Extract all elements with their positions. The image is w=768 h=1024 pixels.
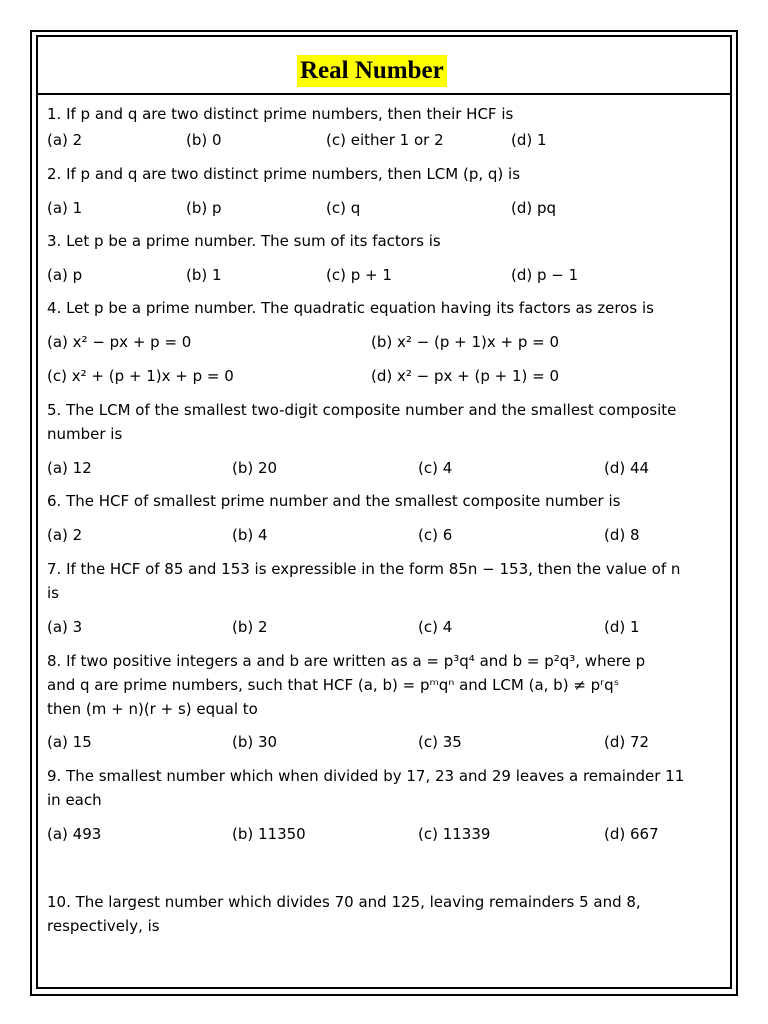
question-2-option-d: (d) pq [511,199,557,217]
page-title: Real Number [297,55,447,87]
question-5-option-c: (c) 4 [418,459,453,477]
question-1-option-d: (d) 1 [511,131,547,149]
question-5-text-cont: number is [47,425,123,443]
question-4-option-a: (a) x² − px + p = 0 [47,333,192,351]
question-3-option-a: (a) p [47,266,83,284]
question-8-option-d: (d) 72 [604,733,650,751]
question-6-option-b: (b) 4 [232,526,268,544]
question-6-option-d: (d) 8 [604,526,640,544]
question-9-option-b: (b) 11350 [232,825,306,843]
question-6-option-a: (a) 2 [47,526,83,544]
question-3-option-d: (d) p − 1 [511,266,579,284]
question-8-option-c: (c) 35 [418,733,462,751]
question-3-option-b: (b) 1 [186,266,222,284]
question-6-text: 6. The HCF of smallest prime number and the smallest composite number is [47,492,621,510]
question-9-option-a: (a) 493 [47,825,102,843]
question-1-option-a: (a) 2 [47,131,83,149]
question-2-text: 2. If p and q are two distinct prime numbers, then LCM (p, q) is [47,165,521,183]
question-4-option-c: (c) x² + (p + 1)x + p = 0 [47,367,234,385]
question-2-option-a: (a) 1 [47,199,83,217]
question-3-option-c: (c) p + 1 [326,266,392,284]
question-1-option-b: (b) 0 [186,131,222,149]
question-2-option-c: (c) q [326,199,361,217]
question-7-text: 7. If the HCF of 85 and 153 is expressible in the form 85n − 153, then the value of n [47,560,681,578]
question-1-text: 1. If p and q are two distinct prime numbers, then their HCF is [47,105,514,123]
question-7-option-a: (a) 3 [47,618,83,636]
question-4-option-d: (d) x² − px + (p + 1) = 0 [371,367,560,385]
question-3-text: 3. Let p be a prime number. The sum of its factors is [47,232,441,250]
question-9-text-cont: in each [47,791,102,809]
question-6-option-c: (c) 6 [418,526,453,544]
question-4-text: 4. Let p be a prime number. The quadratic equation having its factors as zeros is [47,299,654,317]
question-4-option-b: (b) x² − (p + 1)x + p = 0 [371,333,560,351]
question-8-option-b: (b) 30 [232,733,278,751]
question-8-text-cont-1: and q are prime numbers, such that HCF (a, b) = pᵐqⁿ and LCM (a, b) ≠ pʳqˢ [47,676,620,694]
question-9-text: 9. The smallest number which when divided by 17, 23 and 29 leaves a remainder 11 [47,767,685,785]
question-1-option-c: (c) either 1 or 2 [326,131,444,149]
question-5-option-b: (b) 20 [232,459,278,477]
question-5-text: 5. The LCM of the smallest two-digit composite number and the smallest composite [47,401,677,419]
question-5-option-d: (d) 44 [604,459,650,477]
question-2-option-b: (b) p [186,199,222,217]
question-9-option-c: (c) 11339 [418,825,491,843]
question-7-option-b: (b) 2 [232,618,268,636]
question-5-option-a: (a) 12 [47,459,92,477]
question-8-text: 8. If two positive integers a and b are written as a = p³q⁴ and b = p²q³, where p [47,652,646,670]
question-10-text: 10. The largest number which divides 70 and 125, leaving remainders 5 and 8, [47,893,641,911]
question-7-option-d: (d) 1 [604,618,640,636]
question-10-text-cont: respectively, is [47,917,160,935]
question-9-option-d: (d) 667 [604,825,659,843]
question-7-text-cont: is [47,584,59,602]
question-8-option-a: (a) 15 [47,733,92,751]
question-7-option-c: (c) 4 [418,618,453,636]
question-8-text-cont-2: then (m + n)(r + s) equal to [47,700,258,718]
